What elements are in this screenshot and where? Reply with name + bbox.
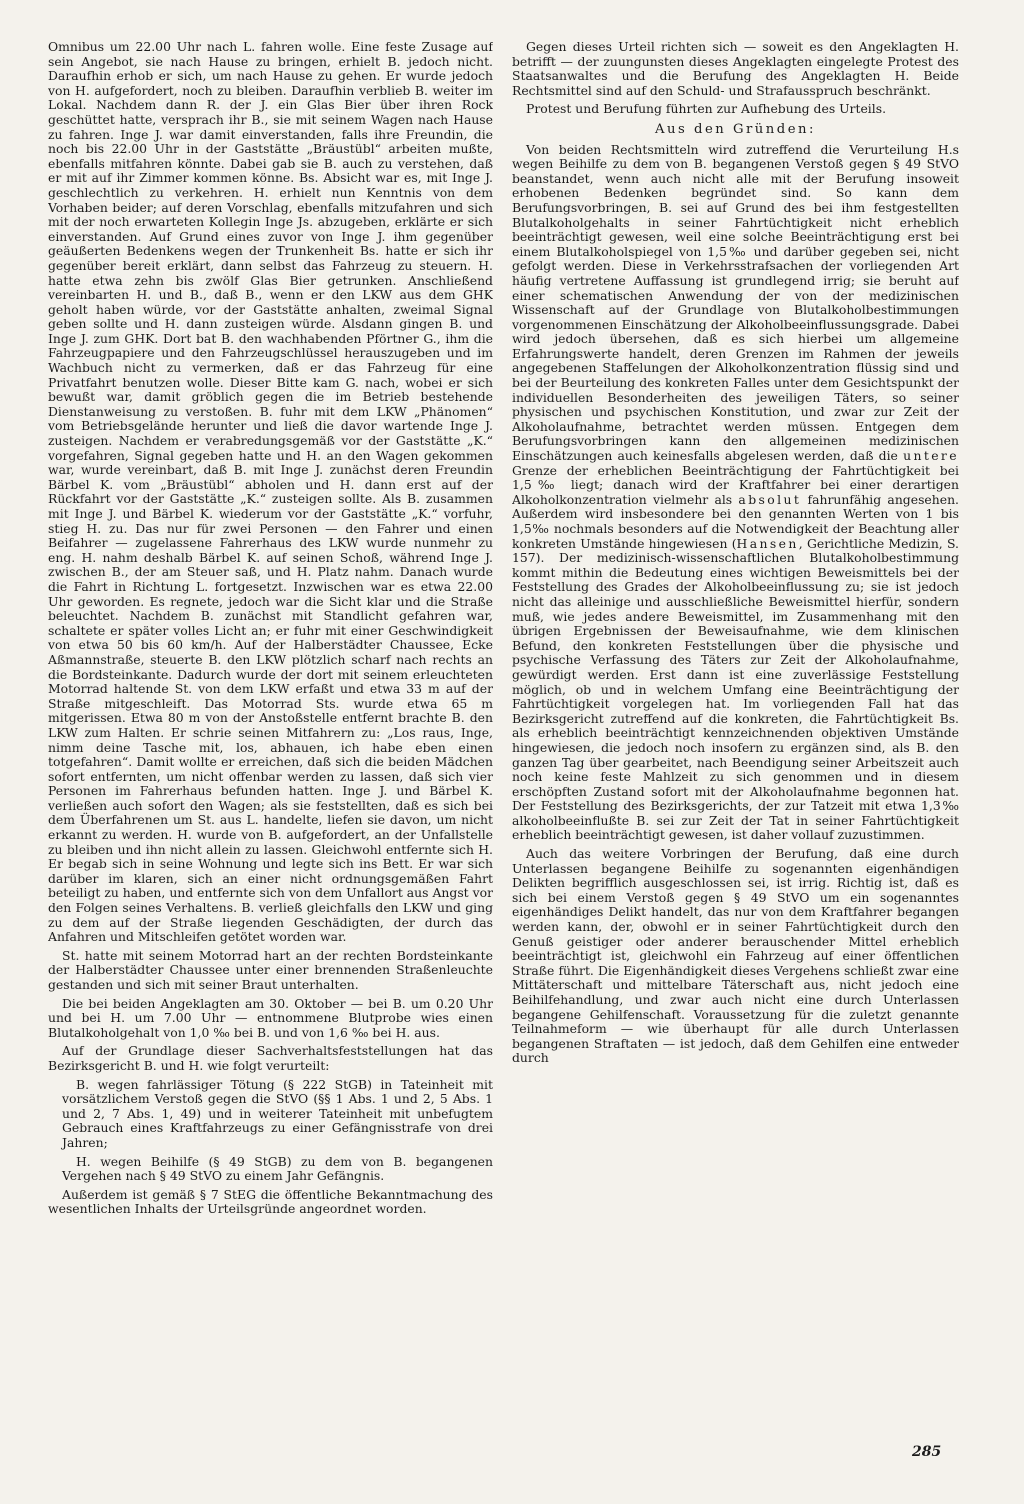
- paragraph: Auf der Grundlage dieser Sachverhaltsfeststellungen hat das Bezirksgericht B. und H. wie folgt verurteilt:: [48, 1043, 493, 1073]
- text-run: Grenze der erheblichen Beeinträchtigung der Fahrtüchtigkeit bei 1,5‰ liegt; danach wird der Kraftfahrer bei einer derartigen Alkoholkonzentration vielmehr als: [512, 462, 959, 507]
- text-run: fahrunfähig angesehen. Außerdem wird insbesondere bei den genannten Werten von 1 bis 1,5‰ nochmals besonders auf die Notwendigkeit der Beachtung aller konkreten Umstände hingewiesen (: [512, 491, 959, 551]
- paragraph: H. wegen Beihilfe (§ 49 StGB) zu dem von B. begangenen Vergehen nach § 49 StVO zu einem Jahr Gefängnis.: [62, 1153, 493, 1184]
- paragraph: [512, 143, 959, 844]
- section-heading: Aus den Gründen:: [655, 121, 816, 137]
- right-column-reasons: [512, 143, 959, 1066]
- left-column: [48, 40, 493, 1440]
- emphasized-text: absolut: [738, 491, 802, 507]
- paragraph: Die bei beiden Angeklagten am 30. Oktober — bei B. um 0.20 Uhr und bei H. um 7.00 Uhr — entnommene Blutprobe wies einen Blutalkoholgehalt von 1,0 ‰ bei B. und von 1,6 ‰ bei H. aus.: [48, 995, 493, 1040]
- paragraph: St. hatte mit seinem Motorrad hart an der rechten Bordsteinkante der Halberstädter Chaussee unter einer brennenden Straßenleuchte gestanden und sich mit seiner Braut unterhalten.: [48, 947, 493, 992]
- text-run: Von beiden Rechtsmitteln wird zutreffend die Verurteilung H.s wegen Beihilfe zu dem von B. begangenen Verstoß gegen § 49 StVO beanstandet, wenn auch nicht alle mit der Berufung insoweit erhobenen Bedenken begründet sind. So kann dem Berufungsvorbringen, B. sei auf Grund des bei ihm festgestellten Blutalkoholgehalts in seiner Fahrtüchtigkeit nicht erheblich beeinträchtigt gewesen, weil eine solche Beeinträchtigung erst bei einem Blutalkoholspiegel von 1,5‰ und darüber gegeben sei, nicht gefolgt werden. Diese in Verkehrsstrafsachen der vorliegenden Art häufig vertretene Auffassung ist grundlegend irrig; sie beruht auf einer schematischen Anwendung der von der medizinischen Wissenschaft auf der Grundlage von Blutalkoholbestimmungen vorgenommenen Einschätzung der Alkoholbeeinflussungsgrade. Dabei wird jedoch übersehen, daß es sich hierbei um allgemeine Erfahrungswerte handelt, deren Grenzen im Rahmen der jeweils angegebenen Staffelungen der Alkoholkonzentration flüssig sind und bei der Beurteilung des konkreten Falles unter dem Gesichtspunkt der individuellen Besonderheiten des jeweiligen Täters, so seiner physischen und psychischen Konstitution, und zwar zur Zeit der Alkoholaufnahme, betrachtet werden müssen. Entgegen dem Berufungsvorbringen kann den allgemeinen medizinischen Einschätzungen auch keinesfalls abgelesen werden, daß die: [512, 141, 959, 464]
- text-run: , Gerichtliche Medizin, S. 157). Der medizinisch-wissenschaftlichen Blutalkoholbestimmung kommt mithin die Bedeutung eines wichtigen Beweismittels bei der Feststellung des Grades der Alkoholbeeinflussung zu; sie ist jedoch nicht das alleinige und ausschließliche Beweismittel hierfür, sondern muß, wie jedes andere Beweismittel, im Zusammenhang mit den übrigen Ergebnissen der Beweisaufnahme, wie dem klinischen Befund, den konkreten Feststellungen über die physische und psychische Verfassung des Täters zur Zeit der Alkoholaufnahme, gewürdigt werden. Erst dann ist eine zuverlässige Feststellung möglich, ob und in welchem Umfang eine Beeinträchtigung der Fahrtüchtigkeit vorgelegen hat. Im vorliegenden Fall hat das Bezirksgericht zutreffend auf die konkreten, die Fahrtüchtigkeit Bs. als erheblich beeinträchtigt kennzeichnenden objektiven Umstände hingewiesen, die jedoch noch insofern zu ergänzen sind, als B. den ganzen Tag über gearbeitet, nach Beendigung seiner Arbeitszeit auch noch keine feste Mahlzeit zu sich genommen und in diesem erschöpften Zustand sofort mit der Alkoholaufnahme begonnen hat. Der Feststellung des Bezirksgerichts, der zur Tatzeit mit etwa 1,3‰ alkoholbeeinflußte B. sei zur Zeit der Tat in seiner Fahrtüchtigkeit erheblich beeinträchtigt gewesen, ist daher vollauf zuzustimmen.: [512, 535, 959, 843]
- paragraph: B. wegen fahrlässiger Tötung (§ 222 StGB) in Tateinheit mit vorsätzlichem Verstoß gegen die StVO (§§ 1 Abs. 1 und 2, 5 Abs. 1 und 2, 7 Abs. 1, 49) und in weiterer Tateinheit mit unbefugtem Gebrauch eines Kraftfahrzeugs zu einer Gefängnisstrafe von drei Jahren;: [62, 1076, 493, 1150]
- paragraph: Omnibus um 22.00 Uhr nach L. fahren wolle. Eine feste Zusage auf sein Angebot, sie nach Hause zu bringen, erhielt B. jedoch nicht. Daraufhin erhob er sich, um nach Hause zu gehen. Er wurde jedoch von H. aufgefordert, noch zu bleiben. Daraufhin verblieb B. weiter im Lokal. Nachdem dann R. der J. ein Glas Bier über ihren Rock geschüttet hatte, versprach ihr B., sie mit seinem Wagen nach Hause zu fahren. Inge J. war damit einverstanden, falls ihre Freundin, die noch bis 22.00 Uhr in der Gaststätte „Bräustübl“ arbeiten mußte, ebenfalls mitfahren könnte. Dabei gab sie B. auch zu verstehen, daß er mit auf ihr Zimmer kommen könne. Bs. Absicht war es, mit Inge J. geschlechtlich zu verkehren. H. erhielt nun Kenntnis von dem Vorhaben beider; auf deren Vorschlag, ebenfalls mitzufahren und sich mit der noch erwarteten Kollegin Inge Js. abzugeben, erklärte er sich einverstanden. Auf Grund eines zuvor von Inge J. ihm gegenüber geäußerten Bedenkens wegen der Trunkenheit Bs. hatte er sich ihr gegenüber bereit erklärt, dann selbst das Fahrzeug zu steuern. H. hatte etwa zehn bis zwölf Glas Bier getrunken. Anschließend vereinbarten H. und B., daß B., wenn er den LKW aus dem GHK geholt haben würde, vor der Gaststätte anhalten, zweimal Signal geben sollte und H. dann zusteigen würde. Alsdann gingen B. und Inge J. zum GHK. Dort bat B. den wachhabenden Pförtner G., ihm die Fahrzeugpapiere und den Fahrzeugschlüssel herauszugeben und im Wachbuch nicht zu vermerken, daß er das Fahrzeug für eine Privatfahrt benutzen wolle. Dieser Bitte kam G. nach, wobei er sich bewußt war, damit gröblich gegen die im Betrieb bestehende Dienstanweisung zu verstoßen. B. fuhr mit dem LKW „Phänomen“ vom Betriebsgelände herunter und ließ die davor wartende Inge J. zusteigen. Nachdem er verabredungsgemäß vor der Gaststätte „K.“ vorgefahren, Signal gegeben hatte und H. an den Wagen gekommen war, wurde vereinbart, daß B. mit Inge J. zunächst deren Freundin Bärbel K. vom „Bräustübl“ abholen und H. dann erst auf der Rückfahrt vor der Gaststätte „K.“ zusteigen sollte. Als B. zusammen mit Inge J. und Bärbel K. wiederum vor der Gaststätte „K.“ vorfuhr, stieg H. zu. Das nur für zwei Personen — den Fahrer und einen Beifahrer — zugelassene Fahrerhaus des LKW wurde nunmehr zu eng. H. nahm deshalb Bärbel K. auf seinen Schoß, während Inge J. zwischen B., der am Steuer saß, und H. Platz nahm. Danach wurde die Fahrt in Richtung L. fortgesetzt. Inzwischen war es etwa 22.00 Uhr geworden. Es regnete, jedoch war die Sicht klar und die Straße beleuchtet. Nachdem B. zunächst mit Standlicht gefahren war, schaltete er später volles Licht an; er fuhr mit einer Geschwindigkeit von etwa 50 bis 60 km/h. Auf der Halberstädter Chaussee, Ecke Aßmannstraße, steuerte B. den LKW plötzlich scharf nach rechts an die Bordsteinkante. Dadurch wurde der dort mit seinem erleuchteten Motorrad haltende St. von dem LKW erfaßt und etwa 33 m auf der Straße mitgeschleift. Das Motorrad Sts. wurde etwa 65 m mitgerissen. Etwa 80 m von der Anstoßstelle entfernt brachte B. den LKW zum Halten. Er schrie seinen Mitfahrern zu: „Los raus, Inge, nimm deine Tasche mit, los, abhauen, ich habe eben einen totgefahren“. Damit wollte er erreichen, daß sich die beiden Mädchen sofort entfernten, um nicht offenbar werden zu lassen, daß sich vier Personen im Fahrerhaus befunden hatten. Inge J. und Bärbel K. verließen auch sofort den Wagen; als sie feststellten, daß es sich bei dem Überfahrenen um St. aus L. handelte, liefen sie davon, um nicht erkannt zu werden. H. wurde von B. aufgefordert, an der Unfallstelle zu bleiben und ihn nicht allein zu lassen. Gleichwohl entfernte sich H. Er begab sich in seine Wohnung und legte sich ins Bett. Er war sich darüber im klaren, sich an einer nicht ordnungsgemäßen Fahrt beteiligt zu haben, und entfernte sich von dem Unfallort aus Angst vor den Folgen seines Verhaltens. B. verließ gleichfalls den LKW und ging zu dem auf der Straße liegenden Geschädigten, der durch das Anfahren und Mitschleifen getötet worden war.: [48, 40, 493, 945]
- page-number: 285: [912, 1444, 942, 1460]
- paragraph: Protest und Berufung führten zur Aufhebung des Urteils.: [526, 101, 887, 117]
- right-column-intro: [512, 40, 959, 117]
- right-column: [512, 40, 959, 1440]
- emphasized-text: Hansen: [736, 535, 799, 551]
- paragraph: Außerdem ist gemäß § 7 StEG die öffentliche Bekanntmachung des wesentlichen Inhalts der Urteilsgründe angeordnet worden.: [48, 1186, 493, 1217]
- paragraph: Gegen dieses Urteil richten sich — soweit es den Angeklagten H. betrifft — der zuungunsten dieses Angeklagten eingelegte Protest des Staatsanwaltes und die Berufung des Angeklagten H. Beide Rechtsmittel sind auf den Schuld- und Strafausspruch beschränkt.: [512, 40, 959, 98]
- emphasized-text: untere: [903, 448, 959, 464]
- text-run: Auch das weitere Vorbringen der Berufung, daß eine durch Unterlassen begangene Beihilfe zu sogenannten eigenhändigen Delikten begrifflich ausgeschlossen sei, ist irrig. Richtig ist, daß es sich bei einem Verstoß gegen § 49 StVO um ein sogenanntes eigenhändiges Delikt handelt, das nur von dem Kraftfahrer begangen werden kann, der, obwohl er in seiner Fahrtüchtigkeit durch den Genuß geistiger oder anderer berauschender Mittel erheblich beeinträchtigt ist, gleichwohl ein Fahrzeug auf einer öffentlichen Straße führt. Die Eigenhändigkeit dieses Vergehens schließt zwar eine Mittäterschaft und mittelbare Täterschaft aus, nicht jedoch eine Beihilfehandlung, und zwar auch nicht eine durch Unterlassen begangene Gehilfenschaft. Voraussetzung für die zuletzt genannte Teilnahmeform — wie überhaupt für alle durch Unterlassen begangenen Straftaten — ist jedoch, daß dem Gehilfen eine entweder durch: [512, 846, 959, 1066]
- paragraph: [512, 847, 959, 1066]
